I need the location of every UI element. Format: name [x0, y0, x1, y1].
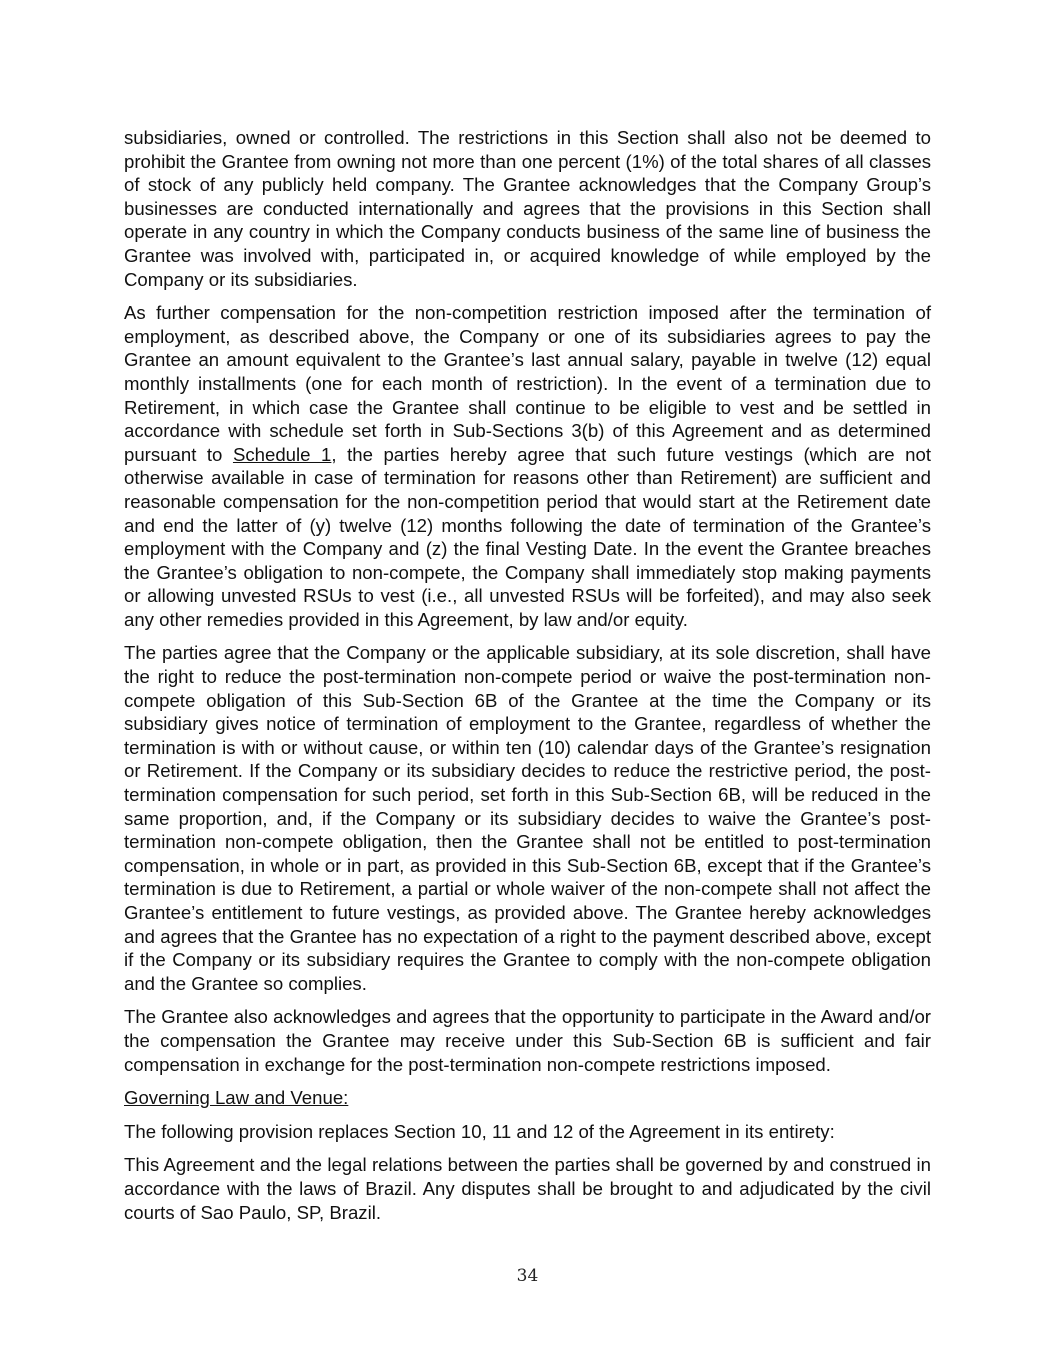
paragraph-compensation-part-2: , the parties hereby agree that such future vestings (which are not otherwise available in case of termination for reasons other than Retirement) are sufficient and reasonable compensation for the non-competition period that would start at the Retirement date and end the latter of (y) twelve (12) months following the date of termination of the Grantee’s employment with the Company and (z) the final Vesting Date. In the event the Grantee breaches the Grantee’s obligation to non-compete, the Company shall immediately stop making payments or allowing unvested RSUs to vest (i.e., all unvested RSUs will be forfeited), and may also seek any other remedies provided in this Agreement, by law and/or equity. — [124, 443, 932, 630]
page-number: 34 — [516, 1266, 539, 1286]
paragraph-compensation-part-1: As further compensation for the non-competition restriction imposed after the termination of employment, as described above, the Company or one of its subsidiaries agrees to pay the Grantee an amount equivalent to the Grantee’s last annual salary, payable in twelve (12) equal monthly installments (one for each month of restriction). In the event of a termination due to Retirement, in which case the Grantee shall continue to be eligible to vest and be settled in accordance with schedule set forth in Sub-Sections 3(b) of this Agreement and as determined pursuant to — [124, 302, 931, 465]
paragraph-replacement-provision: The following provision replaces Section 10, 11 and 12 of the Agreement in its entirety: — [124, 1120, 835, 1142]
paragraph-acknowledgement: The Grantee also acknowledges and agrees that the opportunity to participate in the Award and/or the compensation the Grantee may receive under this Sub-Section 6B is sufficient and fair compensation in exchange for the post-termination non-compete restrictions imposed. — [124, 1006, 931, 1075]
document-body — [124, 126, 931, 1234]
paragraph-compensation — [124, 301, 931, 631]
paragraph-governing-law: This Agreement and the legal relations between the parties shall be governed by and construed in accordance with the laws of Brazil. Any disputes shall be brought to and adjudicated by the civil courts of Sao Paulo, SP, Brazil. — [124, 1154, 931, 1223]
paragraph-subsidiaries: subsidiaries, owned or controlled. The restrictions in this Section shall also not be deemed to prohibit the Grantee from owning not more than one percent (1%) of the total shares of all classes of stock of any publicly held company. The Grantee acknowledges that the Company Group’s businesses are conducted internationally and agrees that the provisions in this Section shall operate in any country in which the Company conducts business of the same line of business the Grantee was involved with, participated in, or acquired knowledge of while employed by the Company or its subsidiaries. — [124, 127, 931, 290]
schedule-1-link[interactable]: Schedule 1 — [232, 443, 332, 465]
section-heading-governing-law: Governing Law and Venue: — [124, 1087, 349, 1109]
paragraph-reduce-waive: The parties agree that the Company or the applicable subsidiary, at its sole discretion, shall have the right to reduce the post-termination non-compete period or waive the post-termination non-compete obligation of this Sub-Section 6B of the Grantee at the time the Company or its subsidiary gives notice of termination of employment to the Grantee, regardless of whether the termination is with or without cause, or within ten (10) calendar days of the Grantee’s resignation or Retirement. If the Company or its subsidiary decides to reduce the restrictive period, the post-termination compensation for such period, set forth in this Sub-Section 6B, will be reduced in the same proportion, and, if the Company or its subsidiary decides to waive the Grantee’s post-termination non-compete obligation, then the Grantee shall not be entitled to post-termination compensation, in whole or in part, as provided in this Sub-Section 6B, except that if the Grantee’s termination is due to Retirement, a partial or whole waiver of the non-compete shall not affect the Grantee’s entitlement to future vestings, as provided above. The Grantee hereby acknowledges and agrees that the Grantee has no expectation of a right to the payment described above, except if the Company or its subsidiary requires the Grantee to comply with the non-compete obligation and the Grantee so complies. — [124, 642, 931, 994]
